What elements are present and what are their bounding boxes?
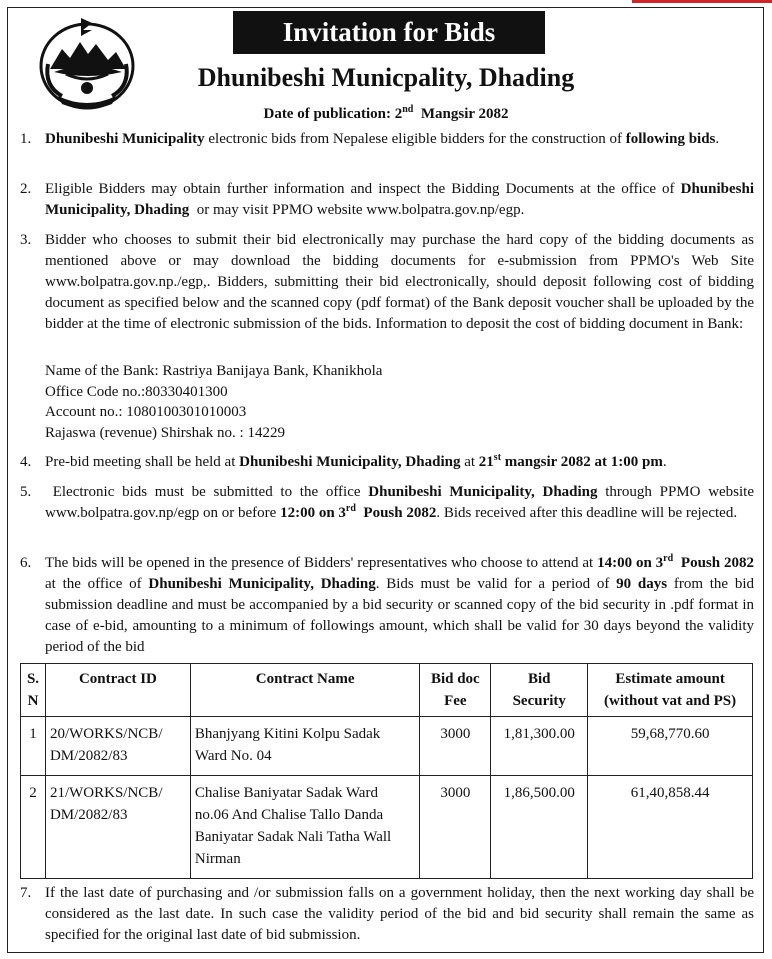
header-estimate-amount: Estimate amount (without vat and PS) <box>588 664 753 717</box>
table-row: 2 21/WORKS/NCB/ DM/2082/83 Chalise Baniyatar Sadak Ward no.06 And Chalise Tallo Danda Baniyatar Sadak Nali Tatha Wall Nirman 3000 1,86,500.00 61,40,858.44 <box>21 776 753 879</box>
municipality-heading: Dhunibeshi Municpality, Dhading <box>197 63 575 92</box>
red-corner-mark <box>632 0 772 3</box>
contract-name: Bhanjyang Kitini Kolpu Sadak Ward No. 04 <box>190 717 419 776</box>
list-item-4: 4. Pre-bid meeting shall be held at Dhunibeshi Municipality, Dhading at 21st mangsir 2082 at 1:00 pm. <box>20 452 667 470</box>
contract-id: 21/WORKS/NCB/ DM/2082/83 <box>45 776 190 879</box>
header-contract-id: Contract ID <box>45 664 190 717</box>
document-title: Invitation for Bids <box>233 11 545 54</box>
table-header-row <box>21 664 753 717</box>
list-item-1: 1. Dhunibeshi Municipality electronic bids from Nepalese eligible bidders for the construction of following bids. <box>20 131 720 147</box>
header-contract-name: Contract Name <box>190 664 419 717</box>
bids-table <box>20 663 753 879</box>
bid-security: 1,81,300.00 <box>491 717 588 776</box>
office-code: Office Code no.:80330401300 <box>45 383 228 400</box>
bank-name: Name of the Bank: Rastriya Banijaya Bank, Khanikhola <box>45 363 383 379</box>
list-item-3: 3. Bidder who chooses to submit their bid electronically may purchase the hard copy of the bidding documents as mentioned above or may download the bidding documents for e-submission from PPMO's Web Site www.bolpatra.gov.np./egp,. Bidders, submitting their bid electronically, should deposit following cost of bidding document as specified below and the scanned copy (pdf format) of the Bank deposit voucher shall be uploaded by the bidder at the time of electronic submission of the bids. Information to deposit the cost of bidding document in Bank: <box>20 232 754 332</box>
list-item-7: 7. If the last date of purchasing and /or submission falls on a government holiday, then the next working day shall be considered as the last date. In such case the validity period of the bid and bid security shall remain the same as specified for the original last date of bid submission. <box>20 885 754 943</box>
bid-doc-fee: 3000 <box>420 717 491 776</box>
publication-date: Date of publication: 2nd Mangsir 2082 <box>263 104 509 122</box>
list-item-2: 2. Eligible Bidders may obtain further information and inspect the Bidding Documents at the office of Dhunibeshi Municipality, Dhading or may visit PPMO website www.bolpatra.gov.np/egp. <box>20 181 754 218</box>
contract-id: 20/WORKS/NCB/ DM/2082/83 <box>45 717 190 776</box>
header-bid-security: Bid Security <box>491 664 588 717</box>
estimate-amount: 59,68,770.60 <box>588 717 753 776</box>
bid-security: 1,86,500.00 <box>491 776 588 879</box>
bank-details <box>45 361 382 443</box>
header-sn: S. N <box>21 664 46 717</box>
table-row: 1 20/WORKS/NCB/ DM/2082/83 Bhanjyang Kitini Kolpu Sadak Ward No. 04 3000 1,81,300.00 59,68,770.60 <box>21 717 753 776</box>
account-number: Account no.: 1080100301010003 <box>45 404 247 420</box>
revenue-heading: Rajaswa (revenue) Shirshak no. : 14229 <box>45 424 285 441</box>
estimate-amount: 61,40,858.44 <box>588 776 753 879</box>
list-item-5: 5. Electronic bids must be submitted to the office Dhunibeshi Municipality, Dhading through PPMO website www.bolpatra.gov.np/egp on or before 12:00 on 3rd Poush 2082. Bids received after this deadline will be rejected. <box>20 484 755 521</box>
nepal-emblem-icon <box>36 14 138 112</box>
bid-doc-fee: 3000 <box>420 776 491 879</box>
header-bid-doc-fee: Bid doc Fee <box>420 664 491 717</box>
contract-name: Chalise Baniyatar Sadak Ward no.06 And Chalise Tallo Danda Baniyatar Sadak Nali Tatha Wall Nirman <box>190 776 419 879</box>
list-item-6: 6. The bids will be opened in the presence of Bidders' representatives who choose to attend at 14:00 on 3rd Poush 2082 at the office of Dhunibeshi Municipality, Dhading. Bids must be valid for a period of 90 days from the bid submission deadline and must be accompanied by a bid security or scanned copy of the bid security in .pdf format in case of e-bid, amounting to a minimum of followings amount, which shall be valid for 30 days beyond the validity period of the bid <box>20 553 755 655</box>
